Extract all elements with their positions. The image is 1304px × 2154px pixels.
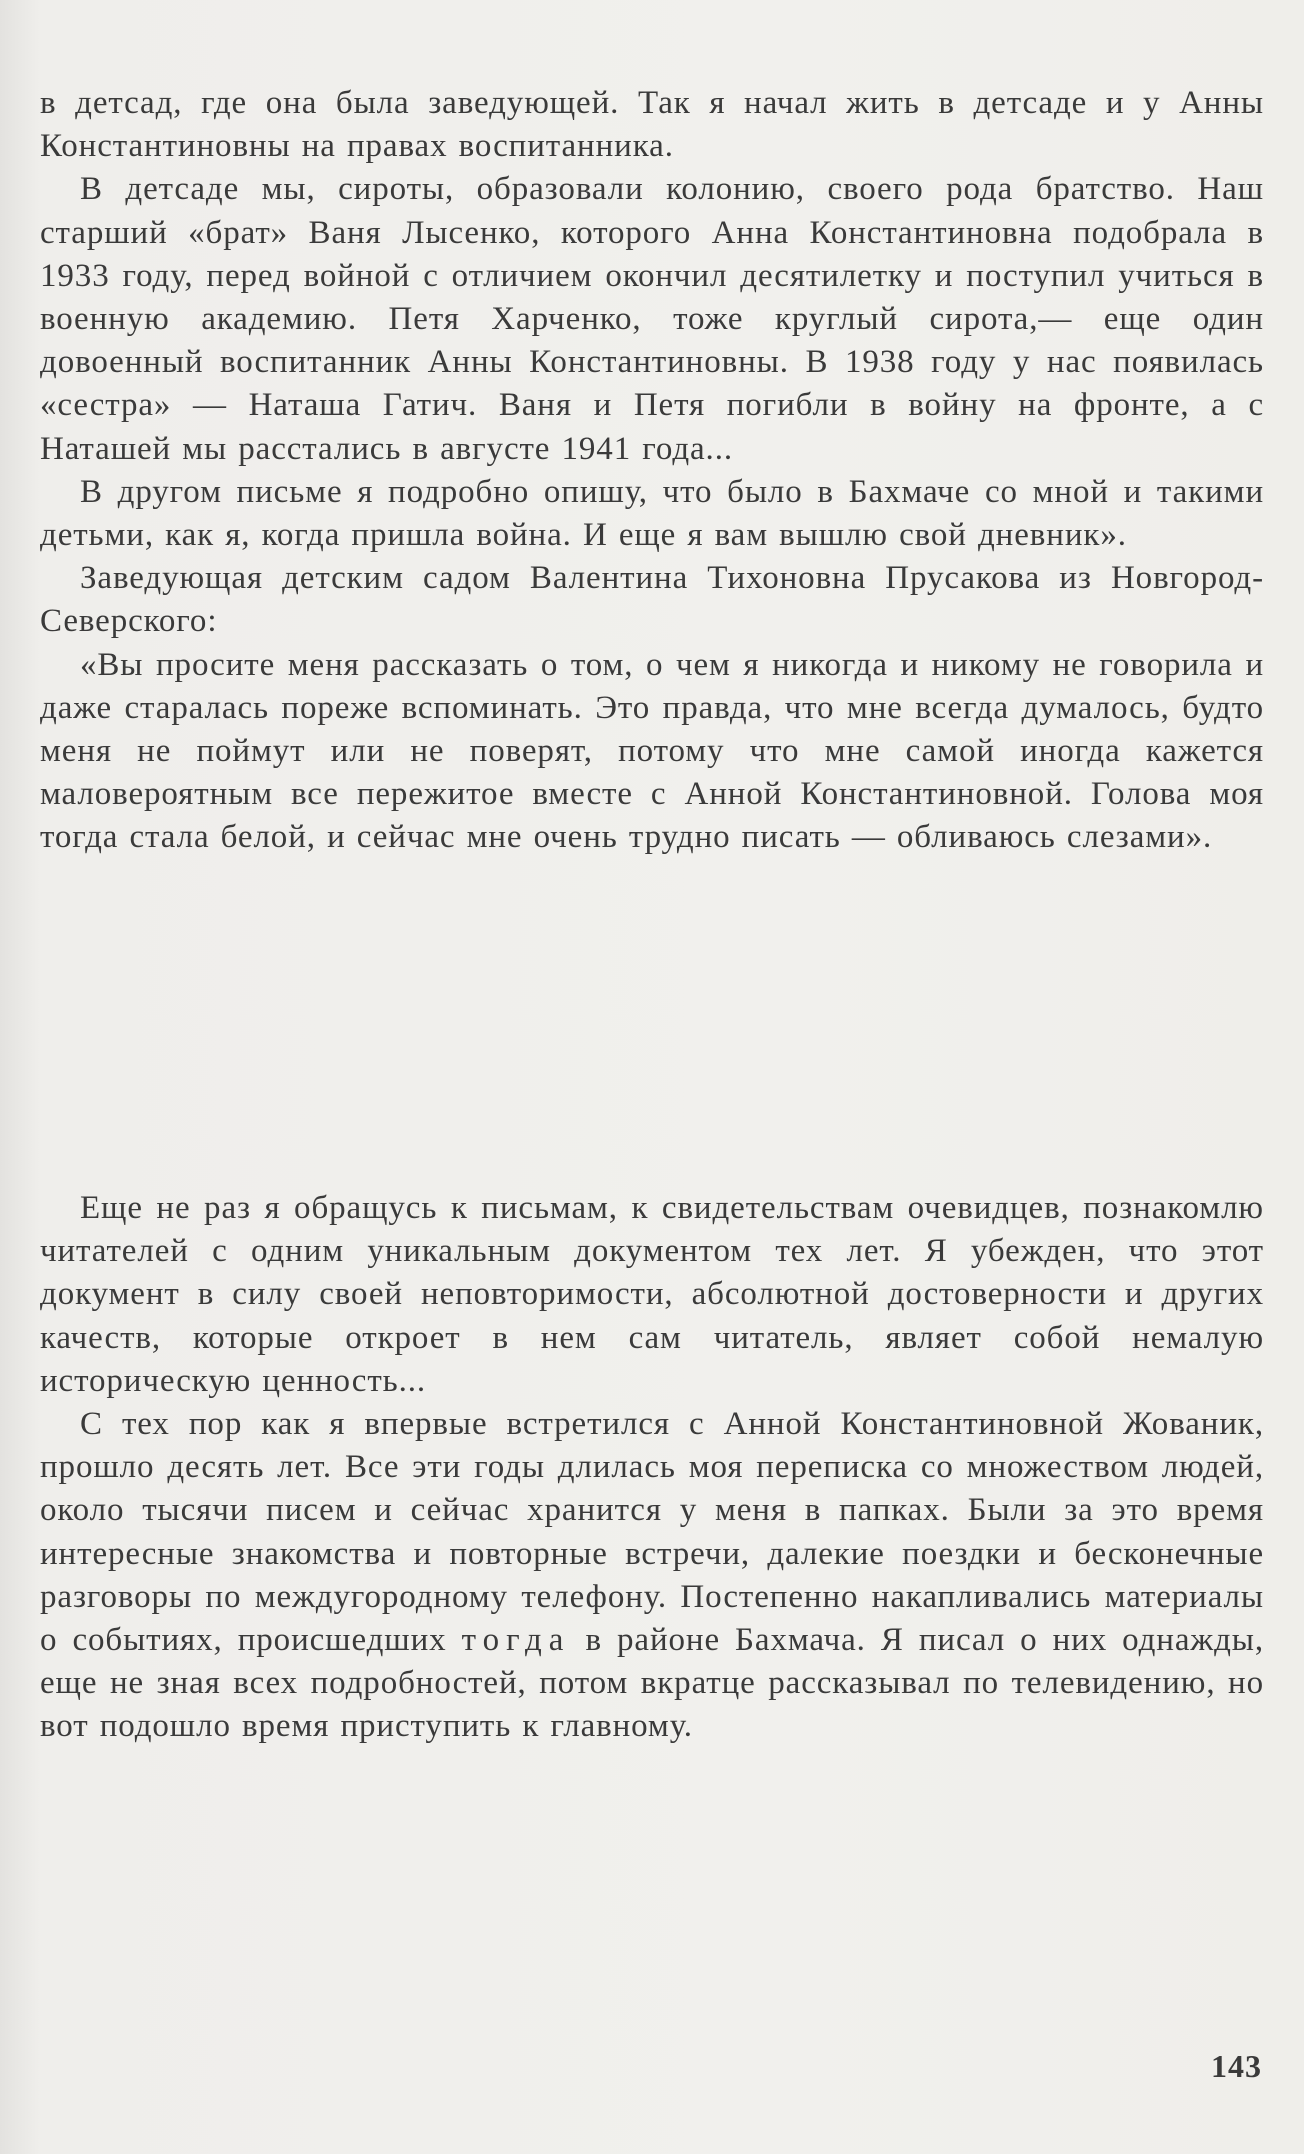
paragraph-orphans-colony: В детсаде мы, сироты, образовали колонию, своего рода братство. Наш старший «брат» Ваня Лысенко, которого Анна Константиновна подобрала в 1933 году, перед войной с отличием окончил десятилетку и поступил учиться в военную академию. Петя Харченко, тоже круглый сирота,— еще один довоенный воспитанник Анны Константиновны. В 1938 году у нас появилась «сестра» — Наташа Гатич. Ваня и Петя погибли в войну на фронте, а с Наташей мы расстались в августе 1941 года...	[40, 171, 1264, 467]
paragraph-letters-document: Еще не раз я обращусь к письмам, к свидетельствам очевидцев, познакомлю читателей с одним уникальным документом тех лет. Я убежден, что этот документ в силу своей неповторимости, абсолютной достоверности и других качеств, которые откроет в нем сам читатель, являет собой немалую историческую ценность...	[40, 1190, 1264, 1399]
paragraph-prusakova-quote: «Вы просите меня рассказать о том, о чем я никогда и никому не говорила и даже старалась пореже вспоминать. Это правда, что мне всегда думалось, будто меня не поймут или не поверят, потому что мне самой иногда кажется маловероятным все пережитое вместе с Анной Константиновной. Голова моя тогда стала белой, и сейчас мне очень трудно писать — обливаюсь слезами».	[40, 646, 1264, 856]
paragraph-ten-years-end: в районе Бахмача. Я писал о них однажды, еще не зная всех подробностей, потом вкратце рассказывал по телевидению, но вот подошло время приступить к главному.	[40, 1622, 1265, 1745]
paragraph-kindergarten-head: Заведующая детским садом Валентина Тихоновна Прусакова из Новгород-Северского:	[40, 560, 1264, 640]
text-section-bottom	[40, 1187, 1264, 1749]
text-section-top	[40, 82, 1264, 860]
paragraph-ten-years	[40, 1403, 1264, 1749]
paragraph-ten-years-start: С тех пор как я впервые встретился с Анной Константиновной Жованик, прошло десять лет. Все эти годы длилась моя переписка со множеством людей, около тысячи писем и сейчас хранится у меня в папках. Были за это время интересные знакомства и повторные встречи, далекие поездки и бесконечные разговоры по междугородному телефону. Постепенно накапливались материалы о событиях, происшедших	[40, 1406, 1264, 1659]
paragraph-continuation: в детсад, где она была заведующей. Так я начал жить в детсаде и у Анны Константиновны на правах воспитанника.	[40, 85, 1264, 165]
paragraph-another-letter: В другом письме я подробно опишу, что было в Бахмаче со мной и такими детьми, как я, когда пришла война. И еще я вам вышлю свой дневник».	[40, 473, 1264, 554]
emphasized-word: тогда	[461, 1622, 571, 1659]
page-number: 143	[1211, 2048, 1262, 2084]
